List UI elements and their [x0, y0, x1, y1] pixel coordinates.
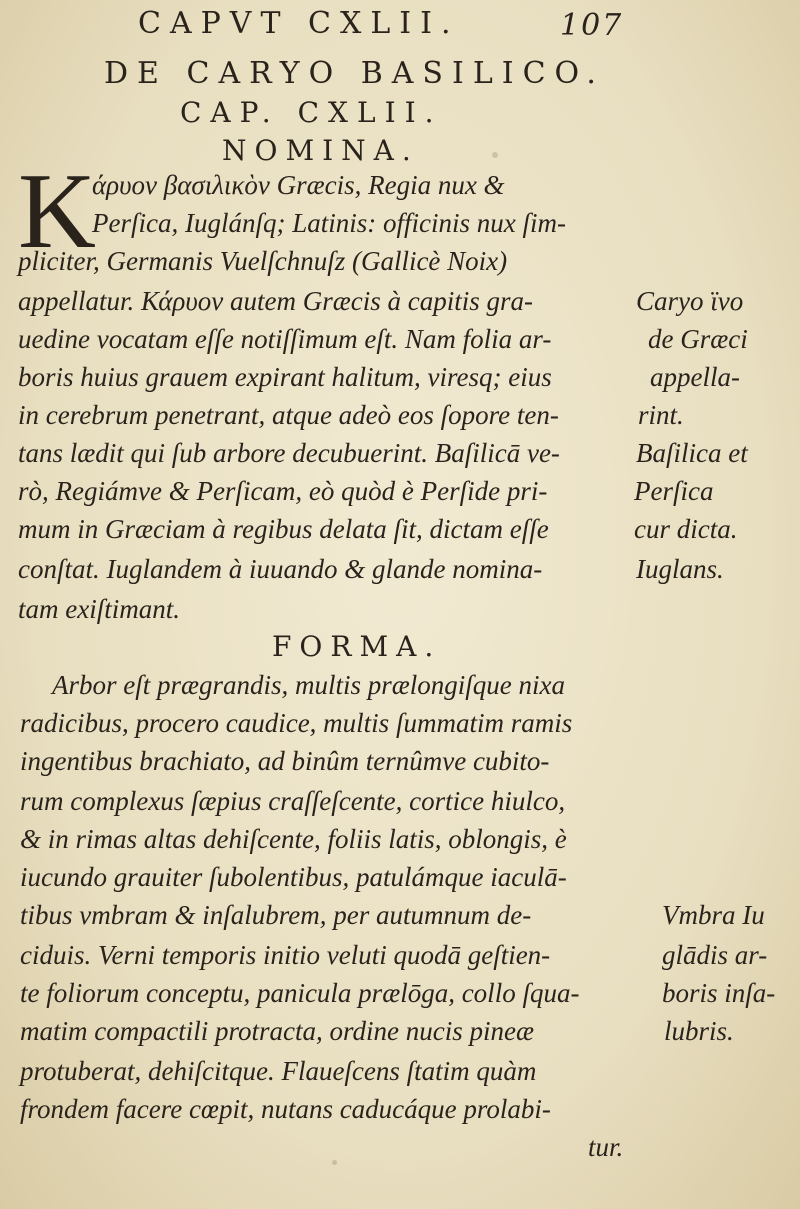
forma-line: tur. — [588, 1132, 624, 1162]
margin-note: Iuglans. — [636, 554, 724, 584]
nomina-line: in cerebrum penetrant, atque adeò eos ſopore ten- — [18, 400, 559, 430]
nomina-line: Perſica, Iuglánſq; Latinis: officinis nux ſim- — [92, 208, 566, 238]
margin-note: rint. — [638, 400, 684, 430]
page-number: 107 — [560, 8, 624, 43]
margin-note: glādis ar- — [662, 940, 768, 970]
nomina-line: άρυον βασιλικὸν Græcis, Regia nux & — [92, 170, 505, 200]
margin-note: Vmbra Iu — [662, 900, 765, 930]
section-heading-forma: FORMA. — [272, 630, 442, 663]
margin-note: Perſica — [634, 476, 714, 506]
forma-line: frondem facere cœpit, nutans caducáque prolabi- — [20, 1094, 551, 1124]
forma-line: & in rimas altas dehiſcente, foliis latis, oblongis, è — [20, 824, 567, 854]
nomina-line: mum in Græciam à regibus delata ſit, dictam eſſe — [18, 514, 549, 544]
nomina-line: appellatur. Κάρυον autem Græcis à capitis gra- — [18, 286, 533, 316]
forma-line: te foliorum conceptu, panicula prælōga, collo ſqua- — [20, 978, 580, 1008]
forma-line: iucundo grauiter ſubolentibus, patulámque iaculā- — [20, 862, 567, 892]
nomina-line: tans lædit qui ſub arbore decubuerint. Baſilicā ve- — [18, 438, 560, 468]
margin-note: boris inſa- — [662, 978, 776, 1008]
chapter-number: CAP. CXLII. — [180, 96, 443, 129]
nomina-line: rò, Regiámve & Perſicam, eò quòd è Perſide pri- — [18, 476, 548, 506]
forma-line: tibus vmbram & inſalubrem, per autumnum de- — [20, 900, 532, 930]
nomina-line: pliciter, Germanis Vuelſchnuſz (Gallicè Noix) — [18, 246, 508, 276]
margin-note: de Græci — [648, 324, 748, 354]
forma-line: matim compactili protracta, ordine nucis pineæ — [20, 1016, 534, 1046]
nomina-line: uedine vocatam eſſe notiſſimum eſt. Nam folia ar- — [18, 324, 552, 354]
margin-note: Caryo ϊνο — [636, 286, 744, 316]
chapter-title: DE CARYO BASILICO. — [104, 56, 605, 91]
forma-line: Arbor eſt prægrandis, multis prælongiſque nixa — [52, 670, 566, 700]
running-title: CAPVT CXLII. — [138, 6, 460, 41]
margin-note: lubris. — [664, 1016, 734, 1046]
nomina-line: boris huius grauem expirant halitum, viresq; eius — [18, 362, 552, 392]
nomina-line: tam exiſtimant. — [18, 594, 180, 624]
page-stain — [332, 1160, 337, 1165]
margin-note: Baſilica et — [636, 438, 748, 468]
page-stain — [492, 152, 498, 158]
forma-line: ingentibus brachiato, ad binûm ternûmve cubito- — [20, 746, 550, 776]
forma-line: rum complexus ſæpius craſſeſcente, cortice hiulco, — [20, 786, 566, 816]
margin-note: cur dicta. — [634, 514, 738, 544]
forma-line: radicibus, procero caudice, multis ſummatim ramis — [20, 708, 573, 738]
forma-line: ciduis. Verni temporis initio veluti quodā geſtien- — [20, 940, 551, 970]
margin-note: appella- — [650, 362, 740, 392]
nomina-line: conſtat. Iuglandem à iuuando & glande nomina- — [18, 554, 543, 584]
drop-cap: K — [18, 152, 96, 271]
section-heading-nomina: NOMINA. — [222, 134, 419, 167]
forma-line: protuberat, dehiſcitque. Flaueſcens ſtatim quàm — [20, 1056, 537, 1086]
